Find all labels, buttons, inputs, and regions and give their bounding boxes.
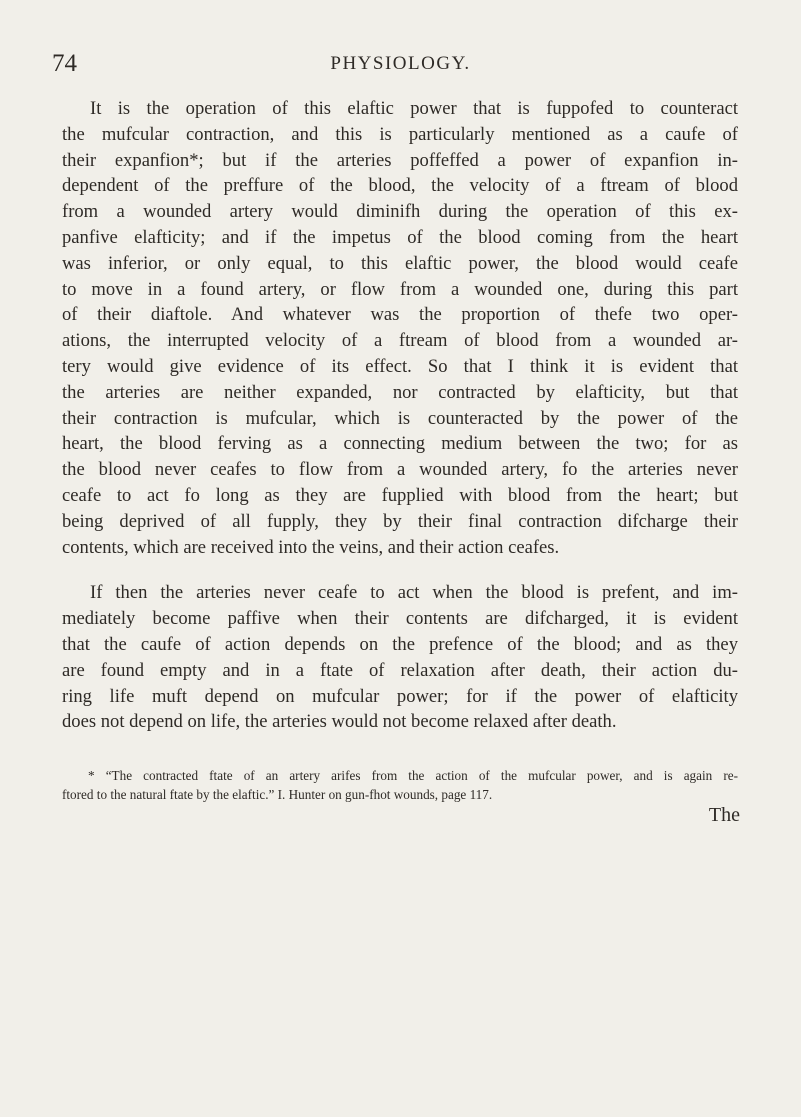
catchword: The (708, 804, 740, 826)
text-line: being deprived of all fupply, they by their final contraction difcharge their (62, 510, 738, 532)
text-line: the arteries are neither expanded, nor contracted by elafticity, but that (62, 381, 738, 403)
text-line: ations, the interrupted velocity of a ftream of blood from a wounded ar- (62, 330, 738, 352)
page-header (0, 50, 801, 90)
paragraph (62, 96, 738, 560)
text-line: does not depend on life, the arteries would not become relaxed after death. (62, 711, 617, 733)
text-line: the blood never ceafes to flow from a wounded artery, fo the arteries never (62, 459, 738, 481)
text-line: their expanfion*; but if the arteries poffeffed a power of expanfion in- (62, 149, 738, 171)
text-line: panfive elafticity; and if the impetus of the blood coming from the heart (62, 226, 738, 248)
paragraph-gap (62, 560, 738, 580)
text-line: of their diaftole. And whatever was the proportion of thefe two oper- (62, 304, 738, 326)
footnote-line: ftored to the natural ftate by the elaftic.” I. Hunter on gun-fhot wounds, page 117. (62, 787, 493, 802)
body-text (62, 96, 738, 735)
text-line: It is the operation of this elaftic power that is fuppofed to counteract (90, 98, 738, 119)
text-line: heart, the blood ferving as a connecting medium between the two; for as (62, 433, 738, 455)
text-line: If then the arteries never ceafe to act when the blood is prefent, and im- (90, 582, 738, 604)
text-line: dependent of the preffure of the blood, the velocity of a ftream of blood (62, 175, 738, 197)
text-line: their contraction is mufcular, which is counteracted by the power of the (62, 407, 738, 429)
text-line: that the caufe of action depends on the prefence of the blood; and as they (62, 633, 738, 655)
text-line: tery would give evidence of its effect. So that I think it is evident that (62, 355, 738, 377)
footnote-line: * “The contracted ftate of an artery arifes from the action of the mufcular power, and is again re- (88, 768, 738, 783)
page-number: 74 (52, 50, 77, 77)
running-head: PHYSIOLOGY. (330, 53, 471, 74)
text-line: are found empty and in a ftate of relaxation after death, their action du- (62, 659, 738, 681)
text-line: mediately become paffive when their contents are difcharged, it is evident (62, 608, 738, 630)
footnote (62, 766, 738, 804)
text-line: contents, which are received into the veins, and their action ceafes. (62, 536, 560, 558)
text-line: to move in a found artery, or flow from a wounded one, during this part (62, 278, 738, 300)
text-line: ceafe to act fo long as they are fupplied with blood from the heart; but (62, 484, 738, 506)
paragraph (62, 580, 738, 735)
text-line: from a wounded artery would diminifh during the operation of this ex- (62, 201, 738, 223)
text-line: ring life muft depend on mufcular power; for if the power of elafticity (62, 685, 738, 707)
text-line: was inferior, or only equal, to this elaftic power, the blood would ceafe (62, 252, 738, 274)
text-line: the mufcular contraction, and this is particularly mentioned as a caufe of (62, 123, 738, 145)
